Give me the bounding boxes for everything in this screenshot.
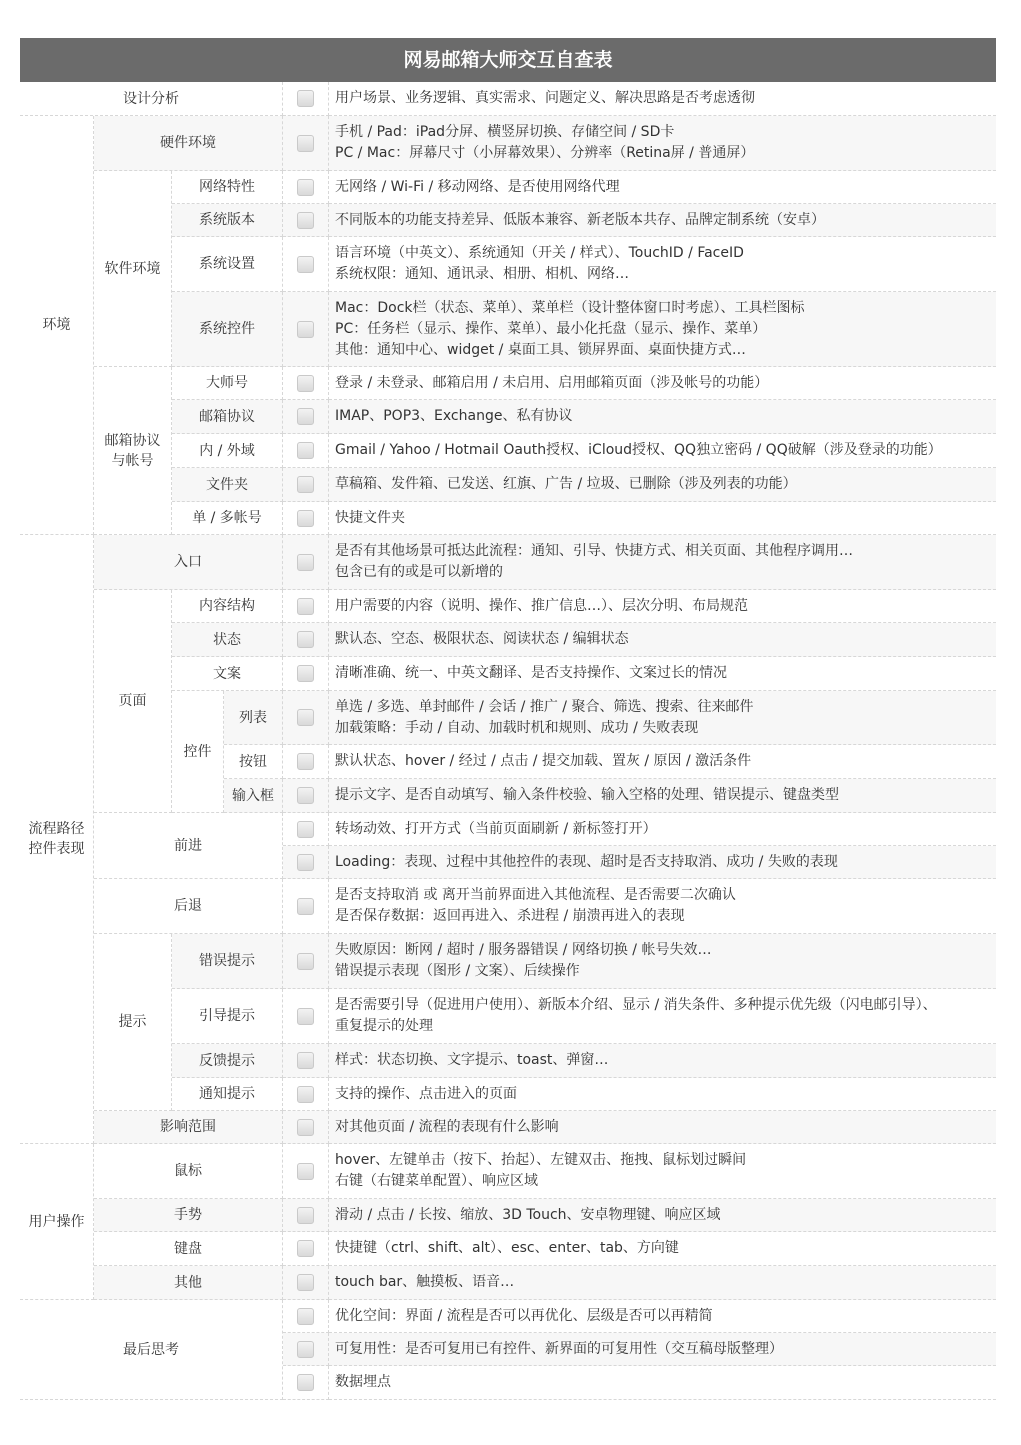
row-description — [329, 623, 996, 657]
row-description — [329, 502, 996, 535]
row-description — [329, 879, 996, 934]
description-line: 转场动效、打开方式（当前页面刷新 / 新标签打开） — [335, 820, 657, 837]
description-lines — [335, 88, 755, 109]
row-description — [329, 116, 996, 171]
description-line: 对其他页面 / 流程的表现有什么影响 — [335, 1118, 559, 1135]
row-description — [329, 1111, 996, 1144]
description-line: 是否有其他场景可抵达此流程：通知、引导、快捷方式、相关页面、其他程序调用… — [335, 543, 853, 559]
description-line: 样式：状态切换、文字提示、toast、弹窗… — [335, 1052, 609, 1068]
description-lines — [335, 177, 620, 198]
label-gesture: 手势 — [94, 1199, 283, 1232]
checkbox[interactable] — [297, 179, 314, 196]
label-control: 控件 — [172, 691, 224, 813]
row-description — [329, 171, 996, 204]
row-checkbox-cell[interactable] — [283, 204, 329, 237]
description-line: 不同版本的功能支持差异、低版本兼容、新老版本共存、品牌定制系统（安卓） — [335, 211, 825, 228]
row-description — [329, 82, 996, 116]
description-lines — [335, 785, 839, 806]
description-lines — [335, 243, 744, 285]
description-lines — [335, 1372, 391, 1393]
label-domain: 内 / 外域 — [172, 434, 283, 468]
description-lines — [335, 508, 405, 529]
checklist-table — [20, 82, 996, 1400]
label-mailproto: 邮箱协议与帐号 — [94, 367, 172, 535]
row-checkbox-cell[interactable] — [283, 1199, 329, 1232]
description-lines — [335, 852, 838, 873]
row-description — [329, 934, 996, 989]
description-lines — [335, 1272, 514, 1293]
description-line: 是否保存数据：返回再进入、杀进程 / 崩溃再进入的表现 — [335, 908, 685, 924]
checkbox[interactable] — [297, 135, 314, 152]
checkbox[interactable] — [297, 709, 314, 726]
label-impact: 影响范围 — [94, 1111, 283, 1144]
checkbox[interactable] — [297, 787, 314, 804]
description-line: 数据埋点 — [335, 1374, 391, 1390]
description-lines — [335, 697, 753, 739]
label-forward: 前进 — [94, 813, 283, 879]
label-guidehint: 引导提示 — [172, 989, 283, 1044]
checkbox[interactable] — [297, 821, 314, 838]
description-lines — [335, 298, 805, 361]
row-description — [329, 846, 996, 879]
label-other: 其他 — [94, 1266, 283, 1300]
row-checkbox-cell[interactable] — [283, 846, 329, 879]
checklist-sheet — [20, 38, 996, 1400]
description-line: 默认状态、hover / 经过 / 点击 / 提交加载、置灰 / 原因 / 激活条件 — [335, 753, 752, 769]
checkbox[interactable] — [297, 898, 314, 915]
checkbox[interactable] — [297, 321, 314, 338]
description-line: 右键（右键菜单配置）、响应区域 — [335, 1173, 538, 1189]
description-line: 是否支持取消 或 离开当前界面进入其他流程、是否需要二次确认 — [335, 887, 736, 903]
label-master: 大师号 — [172, 367, 283, 400]
row-description — [329, 1300, 996, 1333]
label-mouse: 鼠标 — [94, 1144, 283, 1199]
row-checkbox-cell[interactable] — [283, 1300, 329, 1333]
row-checkbox-cell[interactable] — [283, 813, 329, 846]
label-keyboard: 键盘 — [94, 1232, 283, 1266]
label-notehint: 通知提示 — [172, 1078, 283, 1111]
row-description — [329, 745, 996, 779]
row-description — [329, 1266, 996, 1300]
row-checkbox-cell[interactable] — [283, 1078, 329, 1111]
label-userop: 用户操作 — [20, 1144, 94, 1300]
checkbox[interactable] — [297, 631, 314, 648]
description-line: 支持的操作、点击进入的页面 — [335, 1085, 517, 1102]
label-folder: 文件夹 — [172, 468, 283, 502]
page-title: 网易邮箱大师交互自查表 — [20, 38, 996, 82]
row-checkbox-cell[interactable] — [283, 1144, 329, 1199]
description-lines — [335, 1084, 517, 1105]
checkbox[interactable] — [297, 256, 314, 273]
description-line: 可复用性：是否可复用已有控件、新界面的可复用性（交互稿母版整理） — [335, 1340, 783, 1357]
description-lines — [335, 541, 853, 583]
row-description — [329, 434, 996, 468]
description-line: 默认态、空态、极限状态、阅读状态 / 编辑状态 — [335, 631, 629, 647]
description-lines — [335, 819, 657, 840]
label-design: 设计分析 — [20, 82, 283, 116]
checkbox[interactable] — [297, 442, 314, 459]
checkbox[interactable] — [297, 476, 314, 493]
row-description — [329, 400, 996, 434]
row-description — [329, 1232, 996, 1266]
row-description — [329, 590, 996, 623]
row-description — [329, 367, 996, 400]
row-checkbox-cell[interactable] — [283, 116, 329, 171]
row-description — [329, 691, 996, 745]
description-line: Gmail / Yahoo / Hotmail Oauth授权、iCloud授权、QQ独立密码 / QQ破解（涉及登录的功能） — [335, 442, 942, 458]
description-line: 是否需要引导（促进用户使用）、新版本介绍、显示 / 消失条件、多种提示优先级（闪电邮引导）、 — [335, 997, 937, 1013]
description-line: 无网络 / Wi-Fi / 移动网络、是否使用网络代理 — [335, 178, 620, 195]
description-lines — [335, 1117, 559, 1138]
row-checkbox-cell[interactable] — [283, 691, 329, 745]
row-description — [329, 1366, 996, 1400]
row-checkbox-cell[interactable] — [283, 434, 329, 468]
row-checkbox-cell[interactable] — [283, 1232, 329, 1266]
row-checkbox-cell[interactable] — [283, 779, 329, 813]
row-description — [329, 989, 996, 1044]
description-line: PC：任务栏（显示、操作、菜单）、最小化托盘（显示、操作、菜单） — [335, 320, 767, 337]
label-syscontrol: 系统控件 — [172, 292, 283, 367]
checkbox[interactable] — [297, 1119, 314, 1136]
label-final: 最后思考 — [20, 1300, 283, 1400]
label-copy: 文案 — [172, 657, 283, 691]
description-line: 滑动 / 点击 / 长按、缩放、3D Touch、安卓物理键、响应区域 — [335, 1206, 721, 1223]
checkbox[interactable] — [297, 510, 314, 527]
label-feedhint: 反馈提示 — [172, 1044, 283, 1078]
description-lines — [335, 122, 754, 164]
description-lines — [335, 1150, 746, 1192]
checkbox[interactable] — [297, 1207, 314, 1224]
description-line: 单选 / 多选、单封邮件 / 会话 / 推广 / 聚合、筛选、搜索、往来邮件 — [335, 698, 754, 715]
description-lines — [335, 629, 629, 650]
label-network: 网络特性 — [172, 171, 283, 204]
checkbox[interactable] — [297, 598, 314, 615]
checkbox[interactable] — [297, 375, 314, 392]
row-checkbox-cell[interactable] — [283, 1333, 329, 1366]
label-page: 页面 — [94, 590, 172, 813]
checkbox[interactable] — [297, 753, 314, 770]
description-lines — [335, 751, 751, 772]
description-line: 错误提示表现（图形 / 文案）、后续操作 — [335, 963, 580, 979]
description-line: 失败原因：断网 / 超时 / 服务器错误 / 网络切换 / 帐号失效… — [335, 942, 712, 958]
row-checkbox-cell[interactable] — [283, 468, 329, 502]
description-lines — [335, 474, 797, 495]
description-line: 清晰准确、统一、中英文翻译、是否支持操作、文案过长的情况 — [335, 665, 727, 681]
description-lines — [335, 940, 711, 982]
row-description — [329, 1078, 996, 1111]
description-line: Mac：Dock栏（状态、菜单）、菜单栏（设计整体窗口时考虑）、工具栏图标 — [335, 299, 805, 316]
description-line: 提示文字、是否自动填写、输入条件校验、输入空格的处理、错误提示、键盘类型 — [335, 787, 839, 803]
row-checkbox-cell[interactable] — [283, 237, 329, 292]
description-lines — [335, 406, 572, 427]
checkbox[interactable] — [297, 1308, 314, 1325]
description-line: 手机 / Pad：iPad分屏、横竖屏切换、存储空间 / SD卡 — [335, 124, 675, 140]
checkbox[interactable] — [297, 408, 314, 425]
description-line: 快捷键（ctrl、shift、alt）、esc、enter、tab、方向键 — [335, 1240, 679, 1256]
description-lines — [335, 1238, 679, 1259]
row-checkbox-cell[interactable] — [283, 879, 329, 934]
description-line: 系统权限：通知、通讯录、相册、相机、网络… — [335, 266, 629, 282]
row-checkbox-cell[interactable] — [283, 657, 329, 691]
description-lines — [335, 1306, 713, 1327]
checkbox[interactable] — [297, 953, 314, 970]
description-line: 重复提示的处理 — [335, 1018, 433, 1034]
row-checkbox-cell[interactable] — [283, 590, 329, 623]
description-line: PC / Mac：屏幕尺寸（小屏幕效果）、分辨率（Retina屏 / 普通屏） — [335, 145, 755, 161]
row-description — [329, 535, 996, 590]
row-description — [329, 1199, 996, 1232]
description-line: 快捷文件夹 — [335, 509, 405, 526]
checkbox[interactable] — [297, 854, 314, 871]
row-checkbox-cell[interactable] — [283, 292, 329, 367]
row-checkbox-cell[interactable] — [283, 171, 329, 204]
description-lines — [335, 440, 942, 461]
row-checkbox-cell[interactable] — [283, 934, 329, 989]
description-line: Loading：表现、过程中其他控件的表现、超时是否支持取消、成功 / 失败的表现 — [335, 853, 838, 870]
row-checkbox-cell[interactable] — [283, 1044, 329, 1078]
checkbox[interactable] — [297, 212, 314, 229]
description-lines — [335, 663, 727, 684]
description-lines — [335, 596, 748, 617]
row-checkbox-cell[interactable] — [283, 1266, 329, 1300]
row-description — [329, 237, 996, 292]
label-software: 软件环境 — [94, 171, 172, 367]
label-sysver: 系统版本 — [172, 204, 283, 237]
description-lines — [335, 995, 937, 1037]
row-checkbox-cell[interactable] — [283, 989, 329, 1044]
row-checkbox-cell[interactable] — [283, 745, 329, 779]
description-lines — [335, 1339, 783, 1360]
description-line: touch bar、触摸板、语音… — [335, 1274, 515, 1290]
checkbox[interactable] — [297, 1341, 314, 1358]
label-account: 单 / 多帐号 — [172, 502, 283, 535]
row-checkbox-cell[interactable] — [283, 623, 329, 657]
row-description — [329, 1144, 996, 1199]
row-checkbox-cell[interactable] — [283, 82, 329, 116]
description-line: 草稿箱、发件箱、已发送、红旗、广告 / 垃圾、已删除（涉及列表的功能） — [335, 476, 797, 492]
label-list: 列表 — [224, 691, 283, 745]
description-line: 优化空间：界面 / 流程是否可以再优化、层级是否可以再精简 — [335, 1307, 713, 1324]
description-line: 加载策略：手动 / 自动、加载时机和规则、成功 / 失败表现 — [335, 719, 699, 736]
description-lines — [335, 210, 825, 231]
row-description — [329, 779, 996, 813]
checkbox[interactable] — [297, 1163, 314, 1180]
label-entry: 入口 — [94, 535, 283, 590]
row-description — [329, 657, 996, 691]
checkbox[interactable] — [297, 554, 314, 571]
row-description — [329, 1044, 996, 1078]
checkbox[interactable] — [297, 1374, 314, 1391]
checkbox[interactable] — [297, 90, 314, 107]
row-description — [329, 468, 996, 502]
label-button: 按钮 — [224, 745, 283, 779]
label-structure: 内容结构 — [172, 590, 283, 623]
row-checkbox-cell[interactable] — [283, 535, 329, 590]
description-line: 包含已有的或是可以新增的 — [335, 564, 503, 580]
row-description — [329, 204, 996, 237]
row-description — [329, 1333, 996, 1366]
description-line: 登录 / 未登录、邮箱启用 / 未启用、启用邮箱页面（涉及帐号的功能） — [335, 374, 769, 391]
label-env: 环境 — [20, 116, 94, 535]
label-hardware: 硬件环境 — [94, 116, 283, 171]
label-errhint: 错误提示 — [172, 934, 283, 989]
row-description — [329, 813, 996, 846]
row-checkbox-cell[interactable] — [283, 1111, 329, 1144]
checkbox[interactable] — [297, 1052, 314, 1069]
row-checkbox-cell[interactable] — [283, 400, 329, 434]
label-flow: 流程路径控件表现 — [20, 535, 94, 1144]
checkbox[interactable] — [297, 665, 314, 682]
description-line: 其他：通知中心、widget / 桌面工具、锁屏界面、桌面快捷方式… — [335, 341, 746, 358]
label-input: 输入框 — [224, 779, 283, 813]
checkbox[interactable] — [297, 1240, 314, 1257]
description-lines — [335, 373, 768, 394]
label-state: 状态 — [172, 623, 283, 657]
description-line: hover、左键单击（按下、抬起）、左键双击、拖拽、鼠标划过瞬间 — [335, 1152, 747, 1168]
checkbox[interactable] — [297, 1274, 314, 1291]
description-line: 用户需要的内容（说明、操作、推广信息…）、层次分明、布局规范 — [335, 597, 748, 614]
description-line: IMAP、POP3、Exchange、私有协议 — [335, 408, 573, 424]
label-sysset: 系统设置 — [172, 237, 283, 292]
row-description — [329, 292, 996, 367]
row-checkbox-cell[interactable] — [283, 367, 329, 400]
description-lines — [335, 1205, 721, 1226]
checkbox[interactable] — [297, 1008, 314, 1025]
label-back: 后退 — [94, 879, 283, 934]
description-line: 语言环境（中英文）、系统通知（开关 / 样式）、TouchID / FaceID — [335, 245, 744, 261]
row-checkbox-cell[interactable] — [283, 1366, 329, 1400]
description-line: 用户场景、业务逻辑、真实需求、问题定义、解决思路是否考虑透彻 — [335, 90, 755, 106]
description-lines — [335, 1050, 608, 1071]
checkbox[interactable] — [297, 1086, 314, 1103]
label-proto: 邮箱协议 — [172, 400, 283, 434]
row-checkbox-cell[interactable] — [283, 502, 329, 535]
description-lines — [335, 885, 736, 927]
label-hint: 提示 — [94, 934, 172, 1111]
